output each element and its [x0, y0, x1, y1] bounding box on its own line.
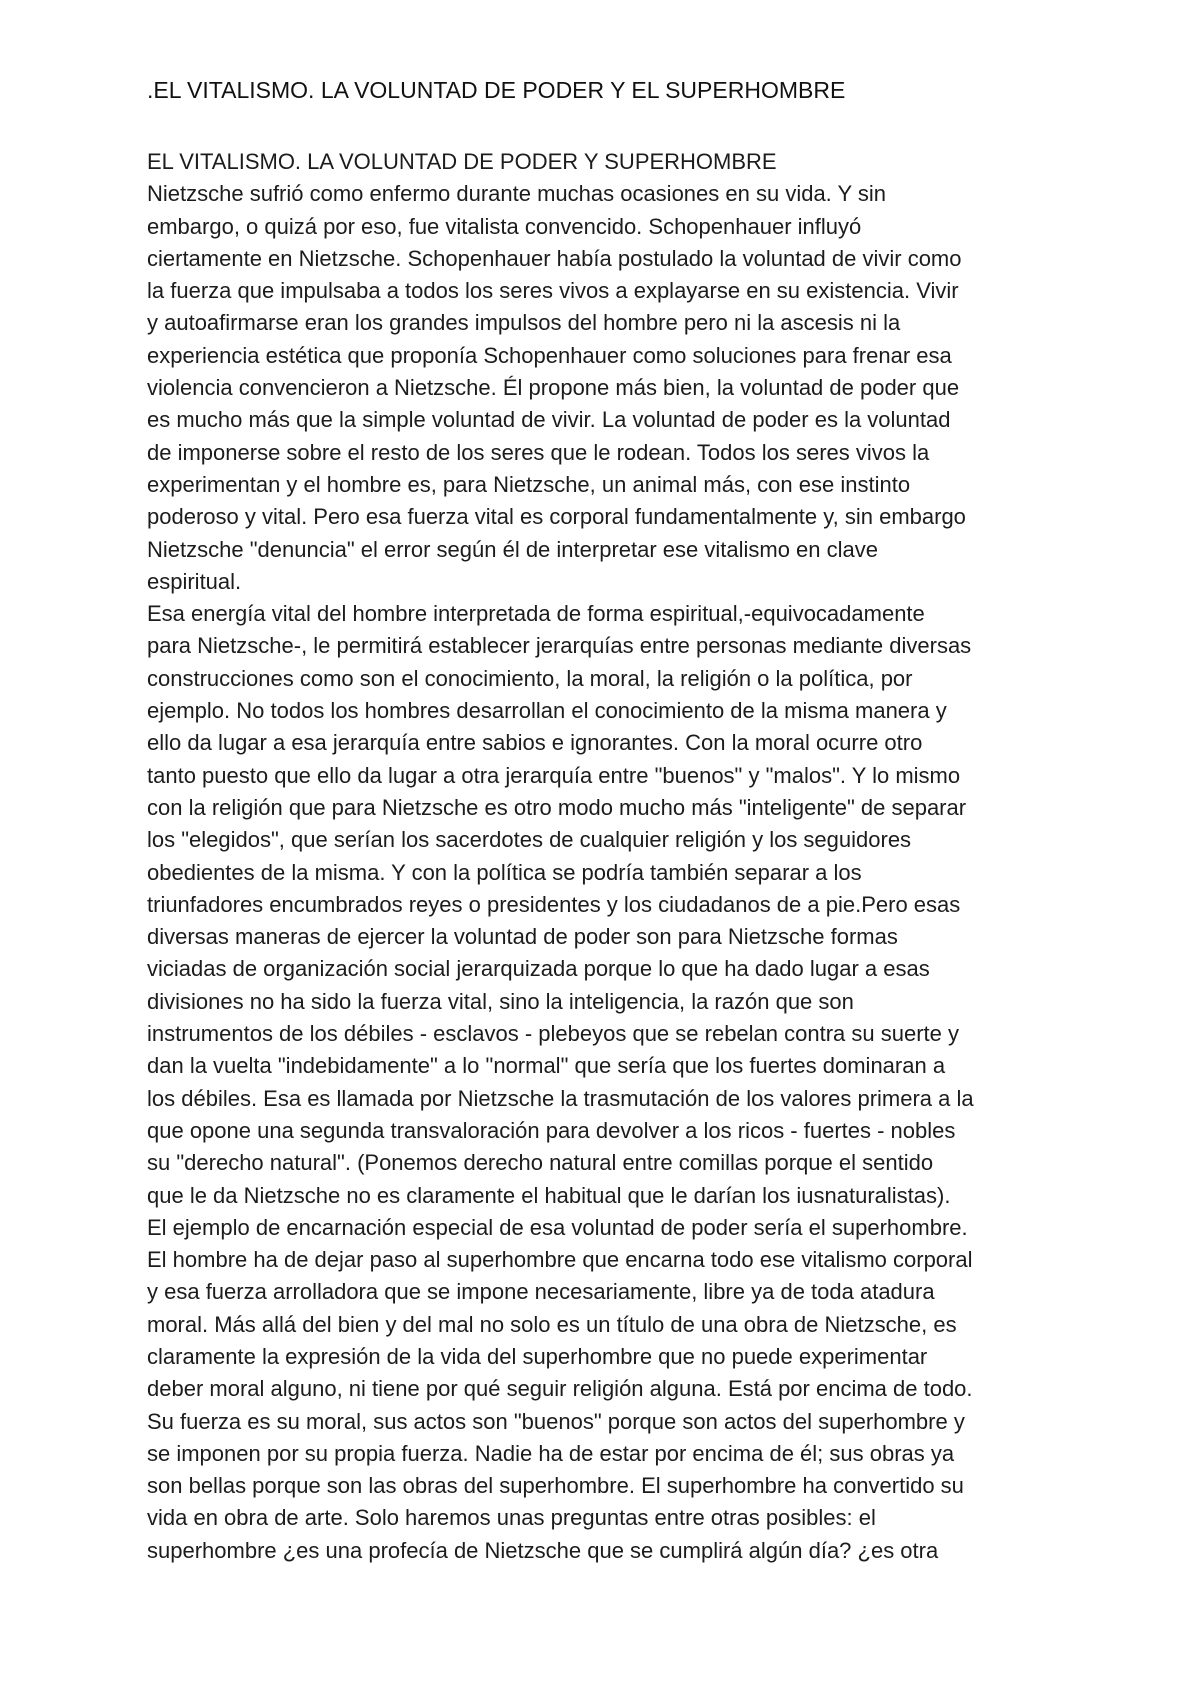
body-line: los "elegidos", que serían los sacerdotes de cualquier religión y los seguidores: [147, 827, 912, 853]
body-line: que le da Nietzsche no es claramente el habitual que le darían los iusnaturalistas).: [147, 1182, 951, 1208]
document-body: [147, 146, 1087, 1599]
body-line: con la religión que para Nietzsche es otro modo mucho más "inteligente" de separar: [147, 794, 967, 820]
body-line: Esa energía vital del hombre interpretada de forma espiritual,-equivocadamente: [147, 601, 925, 627]
body-line: experimentan y el hombre es, para Nietzsche, un animal más, con ese instinto: [147, 471, 911, 497]
body-line: Su fuerza es su moral, sus actos son "buenos" porque son actos del superhombre y: [147, 1408, 965, 1434]
body-line: viciadas de organización social jerarquizada porque lo que ha dado lugar a esas: [147, 956, 930, 982]
body-line: violencia convencieron a Nietzsche. Él propone más bien, la voluntad de poder que: [147, 375, 960, 401]
body-line: de imponerse sobre el resto de los seres que le rodean. Todos los seres vivos la: [147, 439, 930, 465]
body-line: EL VITALISMO. LA VOLUNTAD DE PODER Y SUPERHOMBRE: [147, 149, 777, 174]
document-title: .EL VITALISMO. LA VOLUNTAD DE PODER Y EL SUPERHOMBRE: [147, 77, 846, 103]
body-line: divisiones no ha sido la fuerza vital, sino la inteligencia, la razón que son: [147, 988, 854, 1014]
body-line: los débiles. Esa es llamada por Nietzsche la trasmutación de los valores primera a la: [147, 1085, 974, 1111]
body-line: El ejemplo de encarnación especial de esa voluntad de poder sería el superhombre.: [147, 1214, 968, 1240]
body-line: la fuerza que impulsaba a todos los seres vivos a explayarse en su existencia. Vivir: [147, 278, 959, 304]
body-line: instrumentos de los débiles - esclavos - plebeyos que se rebelan contra su suerte y: [147, 1021, 959, 1047]
body-line: que opone una segunda transvaloración para devolver a los ricos - fuertes - nobles: [147, 1117, 956, 1143]
body-line: poderoso y vital. Pero esa fuerza vital es corporal fundamentalmente y, sin embargo: [147, 504, 966, 530]
body-line: construcciones como son el conocimiento, la moral, la religión o la política, por: [147, 665, 913, 691]
body-line: [147, 1567, 1087, 1599]
body-line: ello da lugar a esa jerarquía entre sabios e ignorantes. Con la moral ocurre otro: [147, 730, 923, 756]
body-line: deber moral alguno, ni tiene por qué seguir religión alguna. Está por encima de todo.: [147, 1376, 973, 1402]
body-line: espiritual.: [147, 568, 242, 594]
body-line: claramente la expresión de la vida del superhombre que no puede experimentar: [147, 1343, 928, 1369]
body-line: se imponen por su propia fuerza. Nadie ha de estar por encima de él; sus obras ya: [147, 1440, 955, 1466]
body-line: embargo, o quizá por eso, fue vitalista convencido. Schopenhauer influyó: [147, 213, 862, 239]
body-line: triunfadores encumbrados reyes o presidentes y los ciudadanos de a pie.Pero esas: [147, 891, 961, 917]
body-line: dan la vuelta "indebidamente" a lo "normal" que sería que los fuertes dominaran a: [147, 1053, 946, 1079]
body-line: para Nietzsche-, le permitirá establecer jerarquías entre personas mediante diversas: [147, 633, 972, 659]
body-line: su "derecho natural". (Ponemos derecho natural entre comillas porque el sentido: [147, 1150, 934, 1176]
body-line: Nietzsche sufrió como enfermo durante muchas ocasiones en su vida. Y sin: [147, 181, 887, 207]
body-line: es mucho más que la simple voluntad de vivir. La voluntad de poder es la voluntad: [147, 407, 951, 433]
body-line: vida en obra de arte. Solo haremos unas preguntas entre otras posibles: el: [147, 1505, 876, 1531]
body-line: Nietzsche "denuncia" el error según él de interpretar ese vitalismo en clave: [147, 536, 878, 562]
body-line: son bellas porque son las obras del superhombre. El superhombre ha convertido su: [147, 1473, 964, 1499]
body-line: diversas maneras de ejercer la voluntad de poder son para Nietzsche formas: [147, 924, 898, 950]
body-line: obedientes de la misma. Y con la política se podría también separar a los: [147, 859, 862, 885]
body-line: ejemplo. No todos los hombres desarrollan el conocimiento de la misma manera y: [147, 698, 947, 724]
body-line: superhombre ¿es una profecía de Nietzsche que se cumplirá algún día? ¿es otra: [147, 1537, 939, 1563]
body-line: tanto puesto que ello da lugar a otra jerarquía entre "buenos" y "malos". Y lo mismo: [147, 762, 961, 788]
body-line: moral. Más allá del bien y del mal no solo es un título de una obra de Nietzsche, es: [147, 1311, 957, 1337]
body-line: ciertamente en Nietzsche. Schopenhauer había postulado la voluntad de vivir como: [147, 245, 962, 271]
body-line: El hombre ha de dejar paso al superhombre que encarna todo ese vitalismo corporal: [147, 1247, 973, 1273]
body-line: experiencia estética que proponía Schopenhauer como soluciones para frenar esa: [147, 342, 952, 368]
body-line: y esa fuerza arrolladora que se impone necesariamente, libre ya de toda atadura: [147, 1279, 935, 1305]
body-line: y autoafirmarse eran los grandes impulsos del hombre pero ni la ascesis ni la: [147, 310, 901, 336]
